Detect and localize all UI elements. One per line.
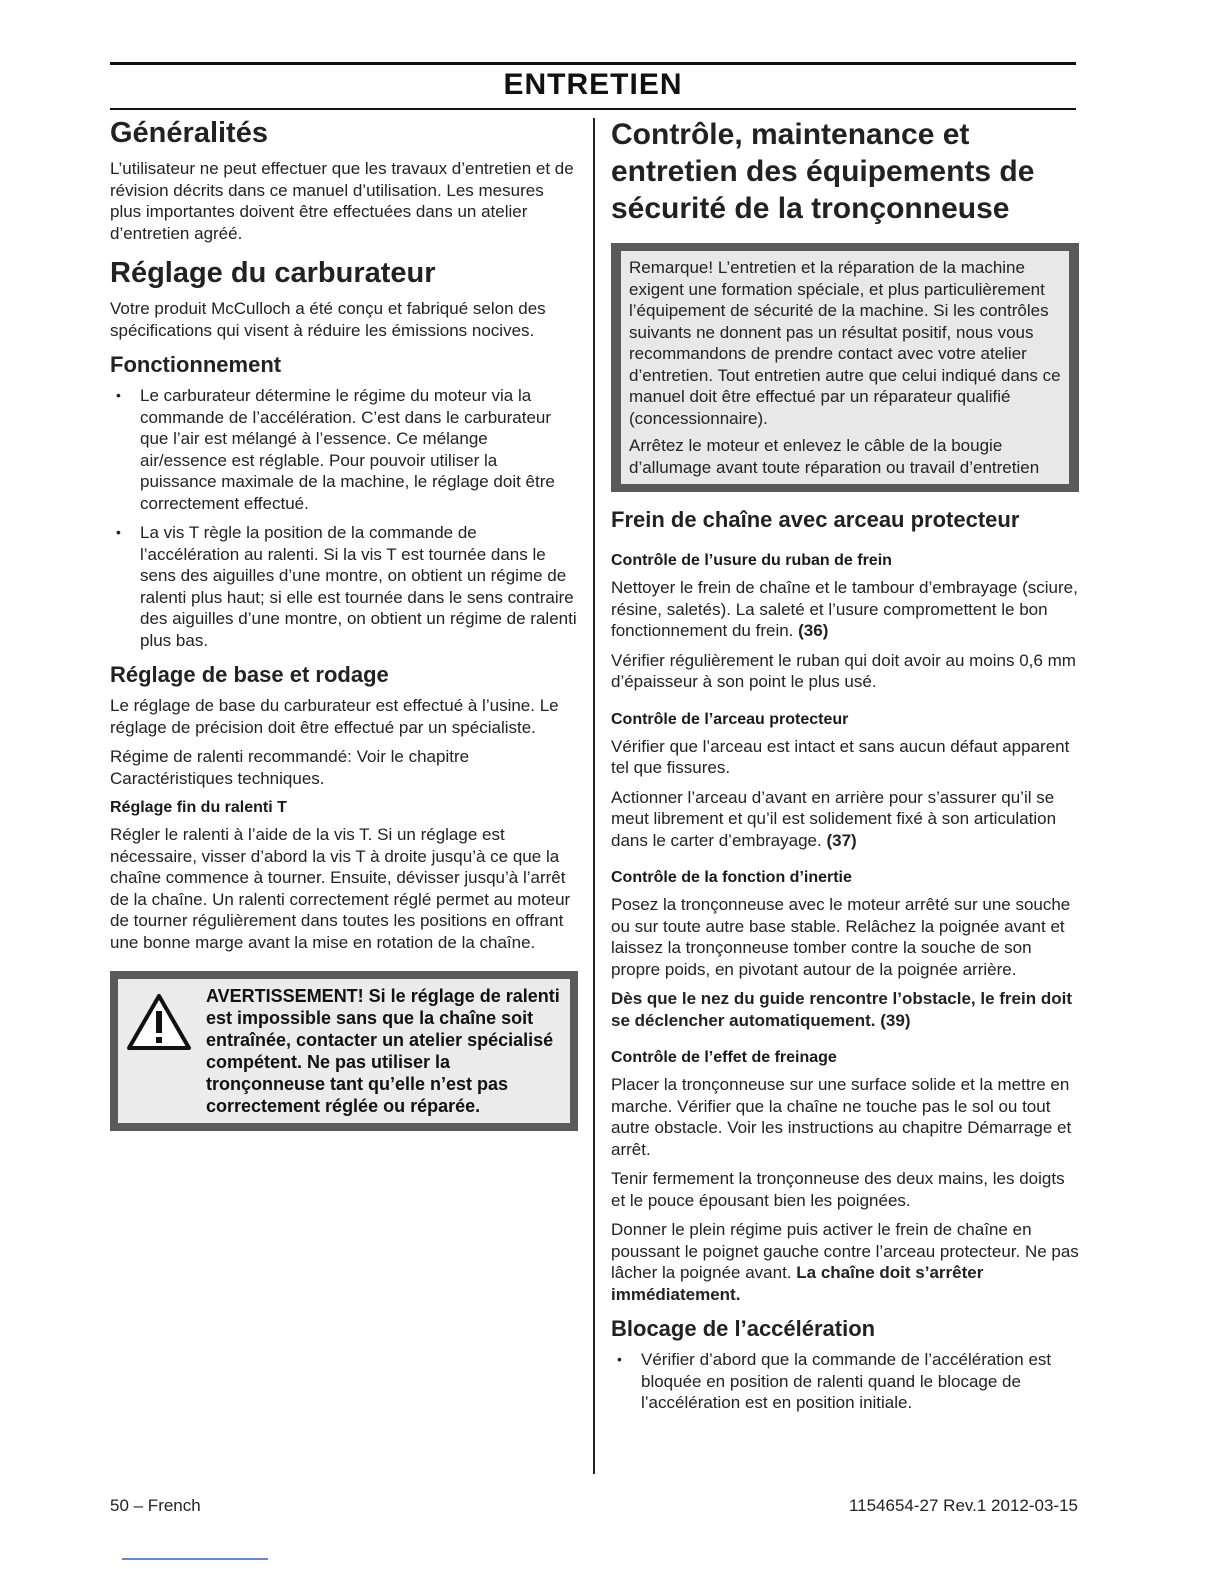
arceau-text: Actionner l’arceau d’avant en arrière pour s’assurer qu’il se meut librement et qu’il est solidement fixé à son articulation dans le carter d’embrayage. <box>611 787 1057 850</box>
paragraph-inertie-2: Dès que le nez du guide rencontre l’obstacle, le frein doit se déclencher automatiquement. (39) <box>611 989 1072 1030</box>
heading-controle-usure: Contrôle de l’usure du ruban de frein <box>611 552 892 569</box>
paragraph-base-2: Régime de ralenti recommandé: Voir le chapitre Caractéristiques techniques. <box>110 747 470 788</box>
paragraph-usure-2: Vérifier régulièrement le ruban qui doit avoir au moins 0,6 mm d’épaisseur à son point le plus usé. <box>611 650 1076 691</box>
note-box <box>611 243 1079 492</box>
heading-controle-inertie: Contrôle de la fonction d’inertie <box>611 869 852 886</box>
list-item: • Vérifier d’abord que la commande de l’accélération est bloquée en position de ralenti quand le blocage de l’accélération est en position initiale. <box>611 1349 1079 1414</box>
section-title: ENTRETIEN <box>503 68 683 101</box>
heading-reglage-fin: Réglage fin du ralenti T <box>110 799 287 816</box>
paragraph-freinage-2: Tenir fermement la tronçonneuse des deux mains, les doigts et le pouce épousant bien les poignées. <box>611 1169 1065 1210</box>
note-paragraph-2: Arrêtez le moteur et enlevez le câble de la bougie d’allumage avant toute réparation ou travail d’entretien <box>629 436 1040 477</box>
freinage-bold: La chaîne doit s’arrêter immédiatement. <box>611 1263 984 1304</box>
column-divider <box>593 118 595 1474</box>
heading-fonctionnement: Fonctionnement <box>110 352 282 377</box>
blocage-list <box>611 1349 1079 1414</box>
heading-frein-chaine: Frein de chaîne avec arceau protecteur <box>611 507 1020 532</box>
paragraph-base-1: Le réglage de base du carburateur est effectué à l’usine. Le réglage de précision doit être effectué par un spécialiste. <box>110 696 559 737</box>
left-column <box>110 116 578 1131</box>
fonctionnement-list <box>110 385 578 651</box>
note-paragraph-1: Remarque! L’entretien et la réparation de la machine exigent une formation spéciale, et plus particulièrement l’équipement de sécurité de la machine. Si les contrôles suivants ne donnent pas un résultat positif, nous vous recommandons de prendre contact avec votre atelier d’entretien. Tout entretien autre que celui indiqué dans ce manuel doit être effectué par un réparateur qualifié (concessionnaire). <box>629 258 1061 428</box>
paragraph-inertie-1: Posez la tronçonneuse avec le moteur arrêté sur une souche ou sur toute autre base stable. Relâchez la poignée avant et laissez la tronçonneuse tomber contre la souche de son propre poids, en pivotant autour de la poignée arrière. <box>611 895 1071 979</box>
paragraph-freinage-1: Placer la tronçonneuse sur une surface solide et la mettre en marche. Vérifier que la chaîne ne touche pas le sol ou tout autre obstacle. Voir les instructions au chapitre Démarrage et arrêt. <box>611 1075 1072 1159</box>
warning-box <box>110 971 578 1131</box>
list-item: • La vis T règle la position de la commande de l’accélération au ralenti. Si la vis T est tournée dans le sens des aiguilles d’une montre, on obtient un régime de ralenti plus haut; si elle est tournée dans le sens contraire des aiguilles d’une montre, on obtient un régime de ralenti plus bas. <box>110 522 578 651</box>
warning-text: AVERTISSEMENT! Si le réglage de ralenti est impossible sans que la chaîne soit entraînée, contacter un atelier spécialisé compétent. Ne pas utiliser la tronçonneuse tant qu’elle n’est pas correctement réglée ou réparée. <box>206 986 560 1116</box>
paragraph-arceau-2 <box>611 787 1079 852</box>
heading-controle-freinage: Contrôle de l’effet de freinage <box>611 1049 837 1066</box>
heading-reglage-carburateur: Réglage du carburateur <box>110 257 436 289</box>
freinage-text: Donner le plein régime puis activer le frein de chaîne en poussant le poignet gauche contre l’arceau protecteur. Ne pas lâcher la poignée avant. <box>611 1220 1079 1282</box>
paragraph-generalites: L’utilisateur ne peut effectuer que les travaux d’entretien et de révision décrits dans ce manuel d’utilisation. Les mesures plus importantes doivent être effectuées dans un atelier d’entretien agréé. <box>110 159 574 243</box>
heading-generalites: Généralités <box>110 117 268 149</box>
warning-inner <box>118 979 570 1123</box>
warning-triangle-icon <box>126 985 206 1056</box>
heading-controle-arceau: Contrôle de l’arceau protecteur <box>611 710 849 728</box>
footer-doc-id: 1154654-27 Rev.1 2012-03-15 <box>848 1496 1078 1515</box>
header-rule-bottom <box>110 108 1076 110</box>
heading-blocage-acceleration: Blocage de l’accélération <box>611 1316 876 1341</box>
footer-page-number: 50 – French <box>110 1496 201 1515</box>
paragraph-freinage-3 <box>611 1219 1079 1305</box>
figure-ref-36: (36) <box>798 621 829 640</box>
figure-ref-37: (37) <box>826 830 857 850</box>
heading-controle-maintenance: Contrôle, maintenance et entretien des équipements de sécurité de la tronçonneuse <box>611 118 1035 225</box>
decorative-blue-line <box>122 1558 268 1560</box>
list-item: • Le carburateur détermine le régime du moteur via la commande de l’accélération. C’est dans le carburateur que l’air est mélangé à l’essence. Ce mélange air/essence est réglable. Pour pouvoir utiliser la puissance maximale de la machine, le réglage doit être correctement effectué. <box>110 385 578 514</box>
paragraph-carburateur: Votre produit McCulloch a été conçu et fabriqué selon des spécifications qui visent à réduire les émissions nocives. <box>110 299 546 340</box>
paragraph-usure-1 <box>611 577 1079 642</box>
right-column <box>611 116 1079 1424</box>
header-rule-top <box>110 62 1076 65</box>
paragraph-arceau-1: Vérifier que l’arceau est intact et sans aucun défaut apparent tel que fissures. <box>611 736 1070 777</box>
usure-text: Nettoyer le frein de chaîne et le tambour d’embrayage (sciure, résine, saletés). La saleté et l’usure compromettent le bon fonctionnement du frein. <box>611 578 1078 640</box>
note-inner <box>621 251 1069 484</box>
paragraph-reglage-fin: Régler le ralenti à l’aide de la vis T. Si un réglage est nécessaire, visser d’abord la vis T à droite jusqu’à ce que la chaîne commence à tourner. Ensuite, dévisser jusqu’à l’arrêt de la chaîne. Un ralenti correctement réglé permet au moteur de tourner régulièrement dans toutes les positions en offrant une bonne marge avant la mise en rotation de la chaîne. <box>110 825 571 952</box>
heading-reglage-base: Réglage de base et rodage <box>110 662 389 687</box>
